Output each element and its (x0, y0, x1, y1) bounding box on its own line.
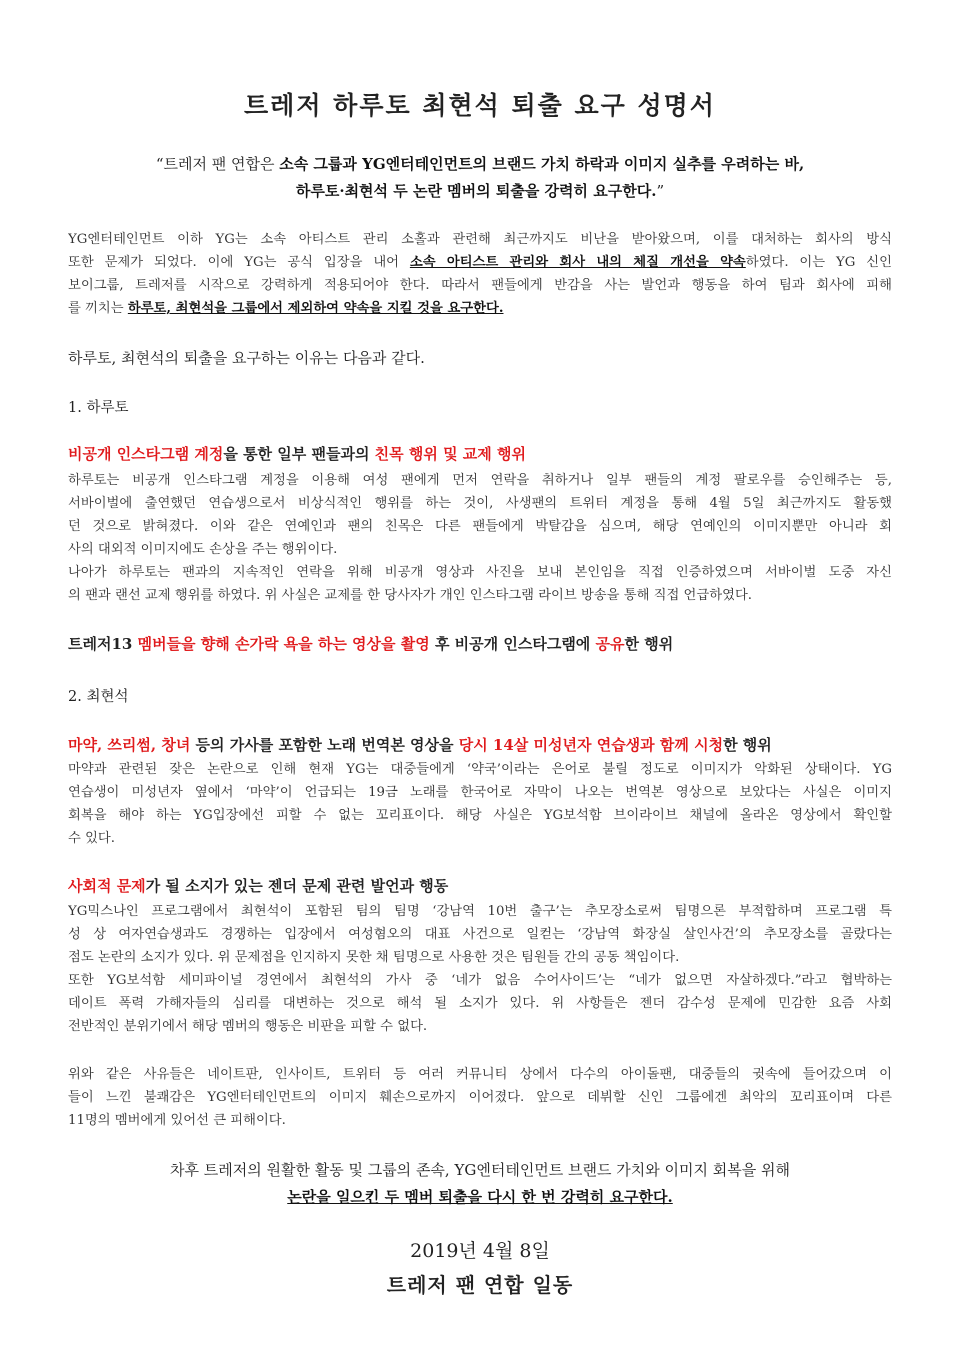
text-line: 들이 느낀 불쾌감은 YG엔터테인먼트의 이미지 훼손으로까지 이어졌다. 앞으로 데뷔할 신인 그룹에겐 최악의 꼬리표이며 다른 (68, 1090, 892, 1105)
intro-line-3: 보이그룹, 트레저를 시작으로 강력하게 적용되어야 한다. 따라서 팬들에게 반감을 사는 발언과 행동을 하여 팀과 회사에 피해 (68, 278, 892, 293)
sub-red: 비공개 인스타그램 계정 (68, 445, 224, 463)
sub-red: 사회적 문제 (68, 877, 146, 895)
reasons-intro: 하루토, 최현석의 퇴출을 요구하는 이유는 다음과 같다. (68, 349, 425, 367)
intro-paragraph (68, 228, 892, 320)
quote-emphasis-2: 하루토·최현석 두 논란 멤버의 퇴출을 강력히 요구한다. (295, 182, 657, 200)
text-line: 사의 대외적 이미지에도 손상을 주는 행위이다. (68, 542, 338, 557)
lead-quote (68, 151, 892, 205)
section-2-subheading-2 (68, 875, 448, 897)
text-line: 서바이벌에 출연했던 연습생으로서 비상식적인 행위를 하는 것이, 사생팬의 트위터 계정을 통해 4월 5일 최근까지도 활동했 (68, 496, 892, 511)
intro-emphasis-promise: 소속 아티스트 관리와 회사 내의 체질 개선을 약속 (409, 255, 746, 270)
sub-red: 친목 행위 및 교제 행위 (374, 445, 526, 463)
sub-red: 당시 14살 미성년자 연습생과 함께 시청 (458, 736, 724, 754)
text-line: 나아가 하루토는 팬과의 지속적인 연락을 위해 비공개 영상과 사진을 보내 본인임을 직접 인증하였으며 서바이벌 도중 자신 (68, 565, 892, 580)
sub-black: 후 비공개 인스타그램에 (429, 635, 596, 653)
quote-close-mark: ” (656, 182, 665, 200)
text-line: 던 것으로 밝혀졌다. 이와 같은 연예인과 팬의 친목은 다른 팬들에게 박탈감을 심으며, 해당 연예인의 이미지뿐만 아니라 회 (68, 519, 892, 534)
section-2-subheading-1 (68, 734, 772, 756)
text-line: 11명의 멤버에게 있어선 큰 피해이다. (68, 1113, 286, 1128)
text-line: 회복을 해야 하는 YG입장에선 피할 수 없는 꼬리표이다. 해당 사실은 YG보석함 브이라이브 채널에 올라온 영상에서 확인할 (68, 808, 892, 823)
text-line: 전반적인 분위기에서 해당 멤버의 행동은 비판을 피할 수 없다. (68, 1019, 428, 1034)
text-line: 위와 같은 사유들은 네이트판, 인사이트, 트위터 등 여러 커뮤니티 상에서 다수의 아이돌팬, 대중들의 귓속에 들어갔으며 이 (68, 1067, 892, 1082)
document-title: 트레저 하루토 최현석 퇴출 요구 성명서 (244, 91, 716, 120)
lead-quote-line-2 (68, 178, 892, 205)
statement-date: 2019년 4월 8일 (410, 1240, 550, 1262)
intro-text: 를 끼치는 (68, 301, 128, 316)
text-line: 연습생이 미성년자 옆에서 ‘마약’이 언급되는 19금 노래를 한국어로 자막이 나오는 번역본 영상으로 보았다는 사실은 이미지 (68, 785, 892, 800)
text-line: 성 상 여자연습생과도 경쟁하는 입장에서 여성혐오의 대표 사건으로 일컫는 ‘강남역 화장실 살인사건’의 추모장소를 골랐다는 (68, 927, 892, 942)
closing-line-2: 논란을 일으킨 두 멤버 퇴출을 다시 한 번 강력히 요구한다. (287, 1188, 673, 1206)
sub-black: 한 행위 (624, 635, 674, 653)
intro-line-1: YG엔터테인먼트 이하 YG는 소속 아티스트 관리 소홀과 관련해 최근까지도 비난을 받아왔으며, 이를 대처하는 회사의 방식 (68, 232, 892, 247)
section-1-heading: 1. 하루토 (68, 400, 129, 416)
quote-emphasis: 소속 그룹과 YG엔터테인먼트의 브랜드 가치 하락과 이미지 실추를 우려하는 바, (279, 155, 805, 173)
sub-red: 멤버들을 향해 손가락 욕을 하는 영상을 촬영 (137, 635, 430, 653)
sub-red: 마약, 쓰리썸, 창녀 (68, 736, 191, 754)
sub-black: 한 행위 (723, 736, 772, 754)
intro-emphasis-demand: 하루토, 최현석을 그룹에서 제외하여 약속을 지킬 것을 요구한다. (127, 301, 504, 316)
sub-black: 을 통한 일부 팬들과의 (223, 445, 375, 463)
intro-line-4 (68, 297, 892, 320)
closing-line-1: 차후 트레저의 원활한 활동 및 그룹의 존속, YG엔터테인먼트 브랜드 가치와 이미지 회복을 위해 (169, 1161, 790, 1179)
sub-black: 가 될 소지가 있는 젠더 문제 관련 발언과 행동 (145, 877, 449, 895)
text-line: 의 팬과 랜선 교제 행위를 하였다. 위 사실은 교제를 한 당사자가 개인 인스타그램 라이브 방송을 통해 직접 언급하였다. (68, 588, 753, 603)
section-2-heading: 2. 최현석 (68, 689, 129, 705)
sub-black: 트레저13 (68, 635, 138, 653)
intro-text-end: 하였다. 이는 YG 신인 (745, 255, 892, 270)
text-line: 마약과 관련된 잦은 논란으로 인해 현재 YG는 대중들에게 ‘약국’이라는 은어로 불릴 정도로 이미지가 악화된 상태이다. YG (68, 762, 892, 777)
section-2-paragraph-1 (68, 758, 892, 850)
section-2-paragraph-2 (68, 900, 892, 1038)
intro-line-2 (68, 251, 892, 274)
lead-quote-line-1 (68, 151, 892, 178)
text-line: 또한 YG보석함 세미파이널 경연에서 최현석의 가사 중 ‘네가 없음 수어사이드’는 “네가 없으면 자살하겠다.”라고 협박하는 (68, 973, 892, 988)
text-line: 하루토는 비공개 인스타그램 계정을 이용해 여성 팬에게 먼저 연락을 취하거나 일부 팬들의 계정 팔로우를 승인해주는 등, (68, 473, 892, 488)
text-line: 수 있다. (68, 831, 115, 846)
summary-paragraph (68, 1063, 892, 1132)
closing-statement (68, 1157, 892, 1211)
text-line: 데이트 폭력 가해자들의 심리를 대변하는 것으로 해석 될 소지가 있다. 위 사항들은 젠더 감수성 문제에 민감한 요즘 사회 (68, 996, 892, 1011)
sub-black: 등의 가사를 포함한 노래 번역본 영상을 (190, 736, 459, 754)
sub-red: 공유 (595, 635, 625, 653)
section-1-subheading-2 (68, 633, 673, 655)
text-line: 점도 논란의 소지가 있다. 위 문제점을 인지하지 못한 채 팀명으로 사용한 것은 팀원들 간의 공동 책임이다. (68, 950, 680, 965)
signature: 트레저 팬 연합 일동 (386, 1273, 574, 1297)
text-line: YG믹스나인 프로그램에서 최현석이 포함된 팀의 팀명 ‘강남역 10번 출구’는 추모장소로써 팀명으론 부적합하며 프로그램 특 (68, 904, 892, 919)
quote-text: “트레저 팬 연합은 (155, 155, 280, 173)
section-1-paragraph-1 (68, 469, 892, 607)
section-1-subheading-1 (68, 443, 526, 465)
intro-text: 또한 문제가 되었다. 이에 YG는 공식 입장을 내어 (68, 255, 410, 270)
